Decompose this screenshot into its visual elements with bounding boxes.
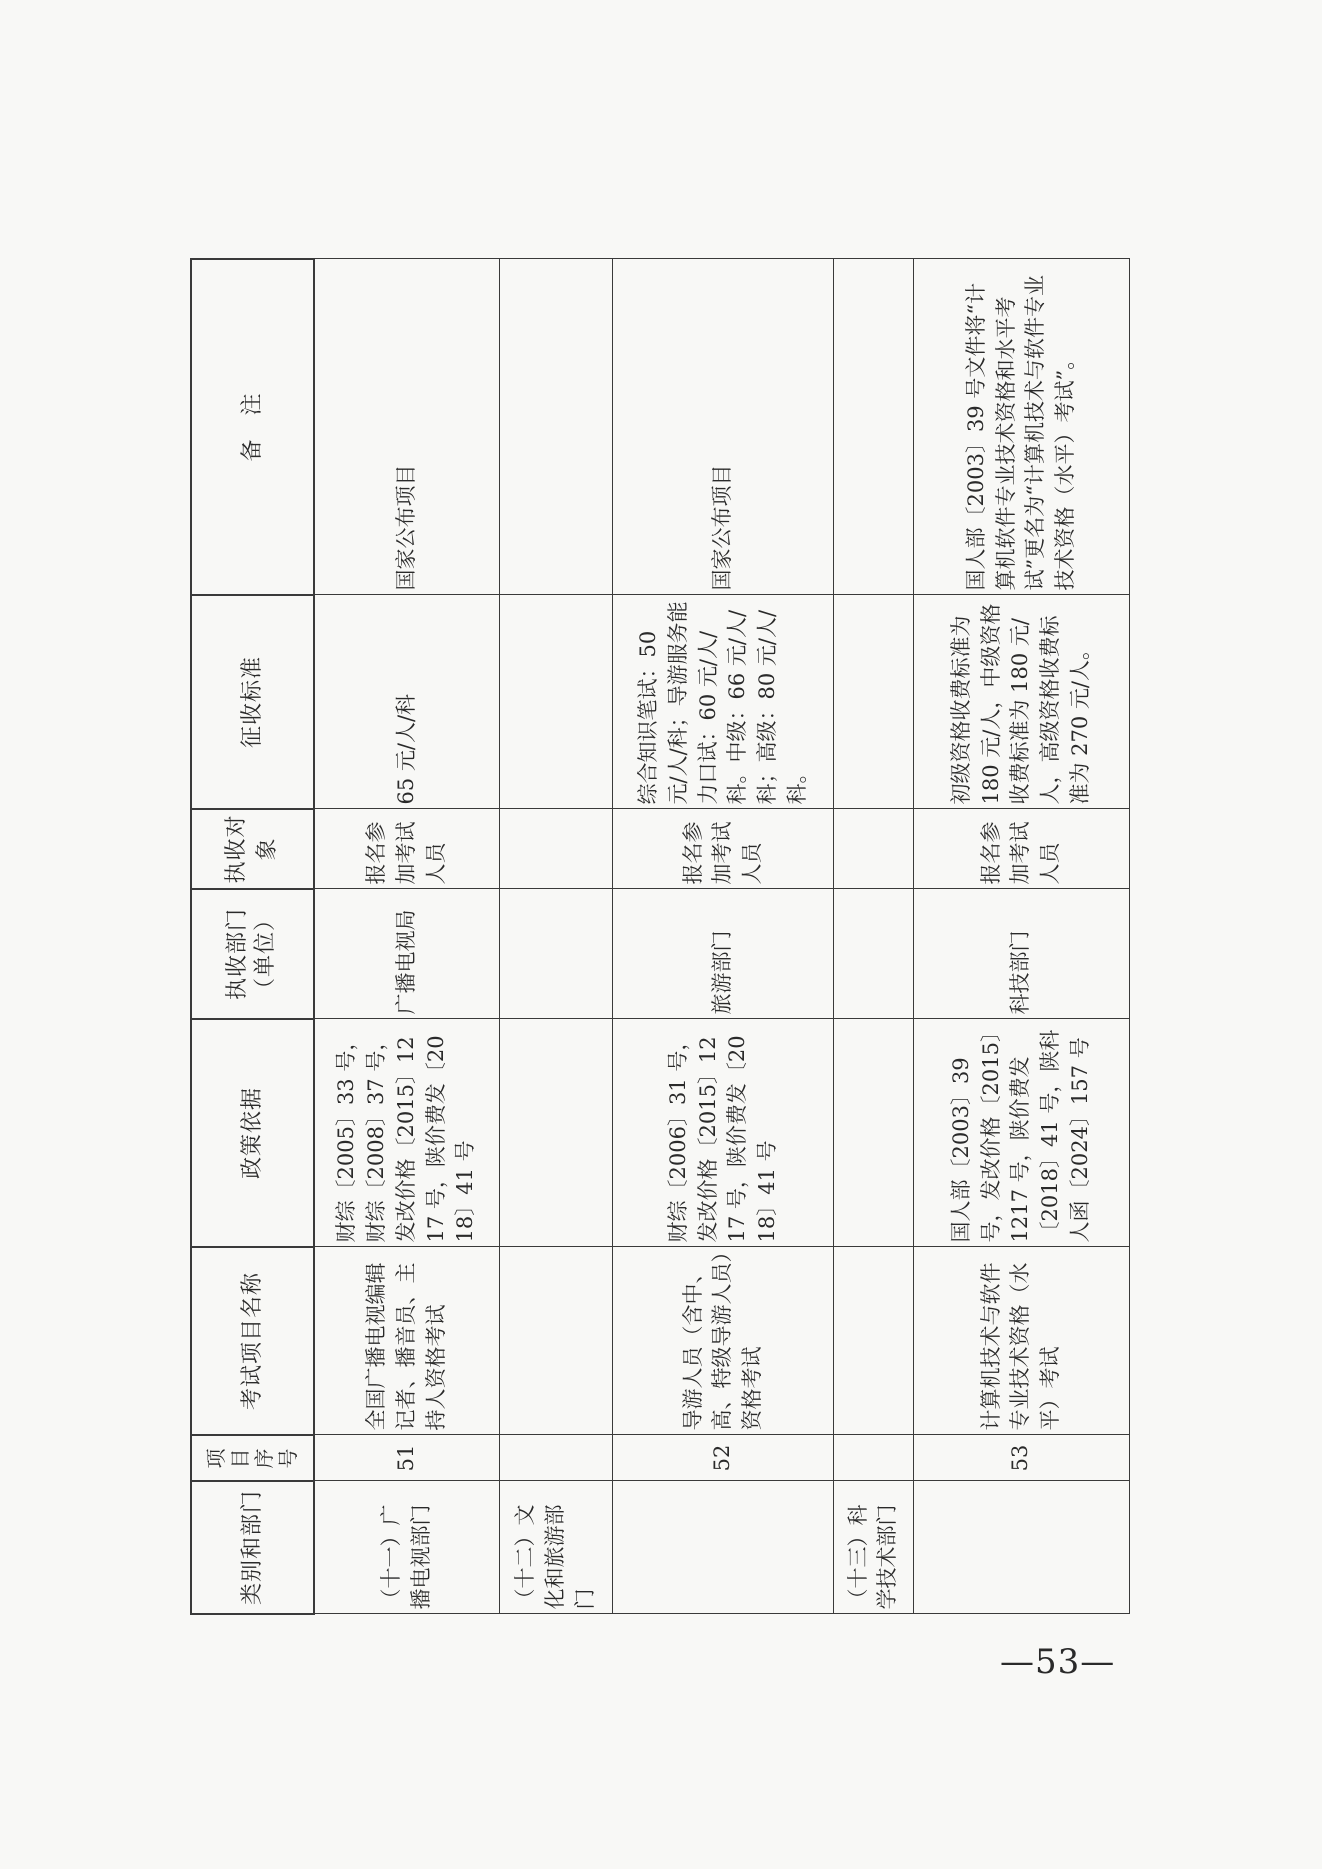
cell-name — [499, 1247, 613, 1435]
cell-seq: 53 — [913, 1435, 1129, 1481]
header-policy: 政策依据 — [191, 1019, 314, 1247]
cell-remark: 国人部〔2003〕39 号文件将“计算机软件专业技术资格和水平考试”更名为“计算机技术与软件专业技术资格（水平）考试”。 — [913, 259, 1129, 595]
table-row — [314, 259, 500, 1614]
cell-dept — [834, 889, 913, 1019]
header-seq: 项目序号 — [191, 1435, 314, 1481]
fee-table — [190, 258, 1130, 1615]
cell-name — [834, 1247, 913, 1435]
cell-seq: 52 — [613, 1435, 834, 1481]
header-remark: 备 注 — [191, 259, 314, 595]
table-row — [613, 259, 834, 1614]
cell-remark — [834, 259, 913, 595]
cell-name: 导游人员（含中、高、特级导游人员）资格考试 — [613, 1247, 834, 1435]
cell-target: 报名参加考试人员 — [613, 809, 834, 889]
cell-category: （十一）广播电视部门 — [314, 1481, 500, 1614]
page-number: —53— — [1000, 1642, 1116, 1682]
header-dept: 执收部门（单位） — [191, 889, 314, 1019]
cell-standard: 65 元/人/科 — [314, 595, 500, 809]
cell-seq — [499, 1435, 613, 1481]
cell-name: 全国广播电视编辑记者、播音员、主持人资格考试 — [314, 1247, 500, 1435]
cell-remark: 国家公布项目 — [613, 259, 834, 595]
cell-policy: 财综〔2005〕33 号，财综〔2008〕37 号，发改价格〔2015〕1217 号，陕价费发〔2018〕41 号 — [314, 1019, 500, 1247]
cell-remark: 国家公布项目 — [314, 259, 500, 595]
cell-target — [834, 809, 913, 889]
cell-category — [613, 1481, 834, 1614]
cell-category: （十二）文化和旅游部门 — [499, 1481, 613, 1614]
header-row — [191, 259, 314, 1614]
header-target: 执收对象 — [191, 809, 314, 889]
cell-standard: 初级资格收费标准为 180 元/人，中级资格收费标准为 180 元/人，高级资格收费标准为 270 元/人。 — [913, 595, 1129, 809]
cell-name: 计算机技术与软件专业技术资格（水平）考试 — [913, 1247, 1129, 1435]
table-row — [499, 259, 613, 1614]
cell-target — [499, 809, 613, 889]
cell-policy — [834, 1019, 913, 1247]
cell-standard: 综合知识笔试：50 元/人/科；导游服务能力口试：60 元/人/科。中级：66 元/人/科；高级：80 元/人/科。 — [613, 595, 834, 809]
cell-category: （十三）科学技术部门 — [834, 1481, 913, 1614]
cell-category — [913, 1481, 1129, 1614]
header-name: 考试项目名称 — [191, 1247, 314, 1435]
header-standard: 征收标准 — [191, 595, 314, 809]
cell-dept: 科技部门 — [913, 889, 1129, 1019]
cell-dept: 旅游部门 — [613, 889, 834, 1019]
cell-policy: 财综〔2006〕31 号，发改价格〔2015〕1217 号，陕价费发〔2018〕41 号 — [613, 1019, 834, 1247]
cell-dept: 广播电视局 — [314, 889, 500, 1019]
table-row — [913, 259, 1129, 1614]
cell-seq: 51 — [314, 1435, 500, 1481]
cell-seq — [834, 1435, 913, 1481]
cell-remark — [499, 259, 613, 595]
cell-target: 报名参加考试人员 — [913, 809, 1129, 889]
cell-policy — [499, 1019, 613, 1247]
cell-standard — [499, 595, 613, 809]
cell-target: 报名参加考试人员 — [314, 809, 500, 889]
rotated-table-canvas — [190, 260, 1130, 1615]
header-category: 类别和部门 — [191, 1481, 314, 1614]
cell-standard — [834, 595, 913, 809]
cell-policy: 国人部〔2003〕39 号，发改价格〔2015〕1217 号，陕价费发〔2018〕41 号，陕科人函〔2024〕157 号 — [913, 1019, 1129, 1247]
table-row — [834, 259, 913, 1614]
cell-dept — [499, 889, 613, 1019]
